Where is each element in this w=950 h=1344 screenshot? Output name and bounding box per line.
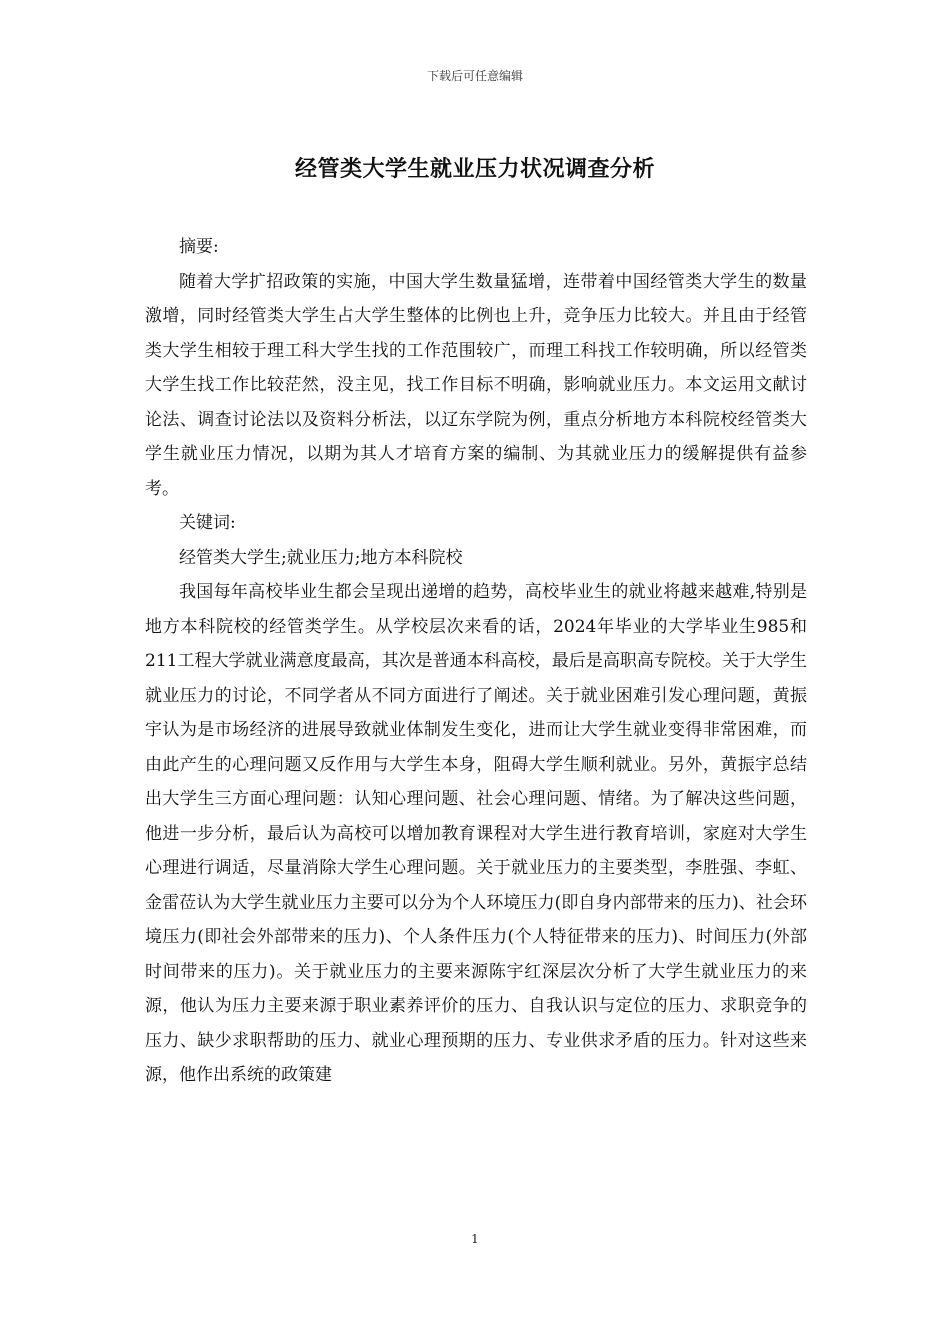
abstract-label: 摘要: [179, 237, 219, 257]
document-body [145, 230, 807, 1093]
intro-paragraph: 我国每年高校毕业生都会呈现出递增的趋势，高校毕业生的就业将越来越难,特别是地方本科院校的经管类学生。从学校层次来看的话，2024年毕业的大学毕业生985和211工程大学就业满意度最高，其次是普通本科高校，最后是高职高专院校。关于大学生就业压力的讨论，不同学者从不同方面进行了阐述。关于就业困难引发心理问题，黄振宇认为是市场经济的进展导致就业体制发生变化，进而让大学生就业变得非常困难，而由此产生的心理问题又反作用与大学生本身，阻碍大学生顺利就业。另外，黄振宇总结出大学生三方面心理问题：认知心理问题、社会心理问题、情绪。为了解决这些问题，他进一步分析，最后认为高校可以增加教育课程对大学生进行教育培训，家庭对大学生心理进行调适，尽量消除大学生心理问题。关于就业压力的主要类型，李胜强、李虹、金雷莅认为大学生就业压力主要可以分为个人环境压力(即自身内部带来的压力)、社会环境压力(即社会外部带来的压力)、个人条件压力(个人特征带来的压力)、时间压力(外部时间带来的压力)。关于就业压力的主要来源陈宇红深层次分析了大学生就业压力的来源，他认为压力主要来源于职业素养评价的压力、自我认识与定位的压力、求职竞争的压力、缺少求职帮助的压力、就业心理预期的压力、专业供求矛盾的压力。针对这些来源，他作出系统的政策建 [145, 582, 807, 1085]
keywords-label: 关键词: [179, 513, 236, 533]
page-number: 1 [471, 1232, 479, 1246]
document-title: 经管类大学生就业压力状况调查分析 [294, 156, 655, 182]
abstract-paragraph: 随着大学扩招政策的实施，中国大学生数量猛增，连带着中国经管类大学生的数量激增，同时经管类大学生占大学生整体的比例也上升，竞争压力比较大。并且由于经管类大学生相较于理工科大学生找的工作范围较广，而理工科找工作较明确，所以经管类大学生找工作比较茫然，没主见，找工作目标不明确，影响就业压力。本文运用文献讨论法、调查讨论法以及资料分析法，以辽东学院为例，重点分析地方本科院校经管类大学生就业压力情况，以期为其人才培育方案的编制、为其就业压力的缓解提供有益参考。 [145, 271, 807, 499]
page-header: 下载后可任意编辑 [426, 69, 523, 83]
keywords-list: 经管类大学生;就业压力;地方本科院校 [179, 547, 463, 568]
